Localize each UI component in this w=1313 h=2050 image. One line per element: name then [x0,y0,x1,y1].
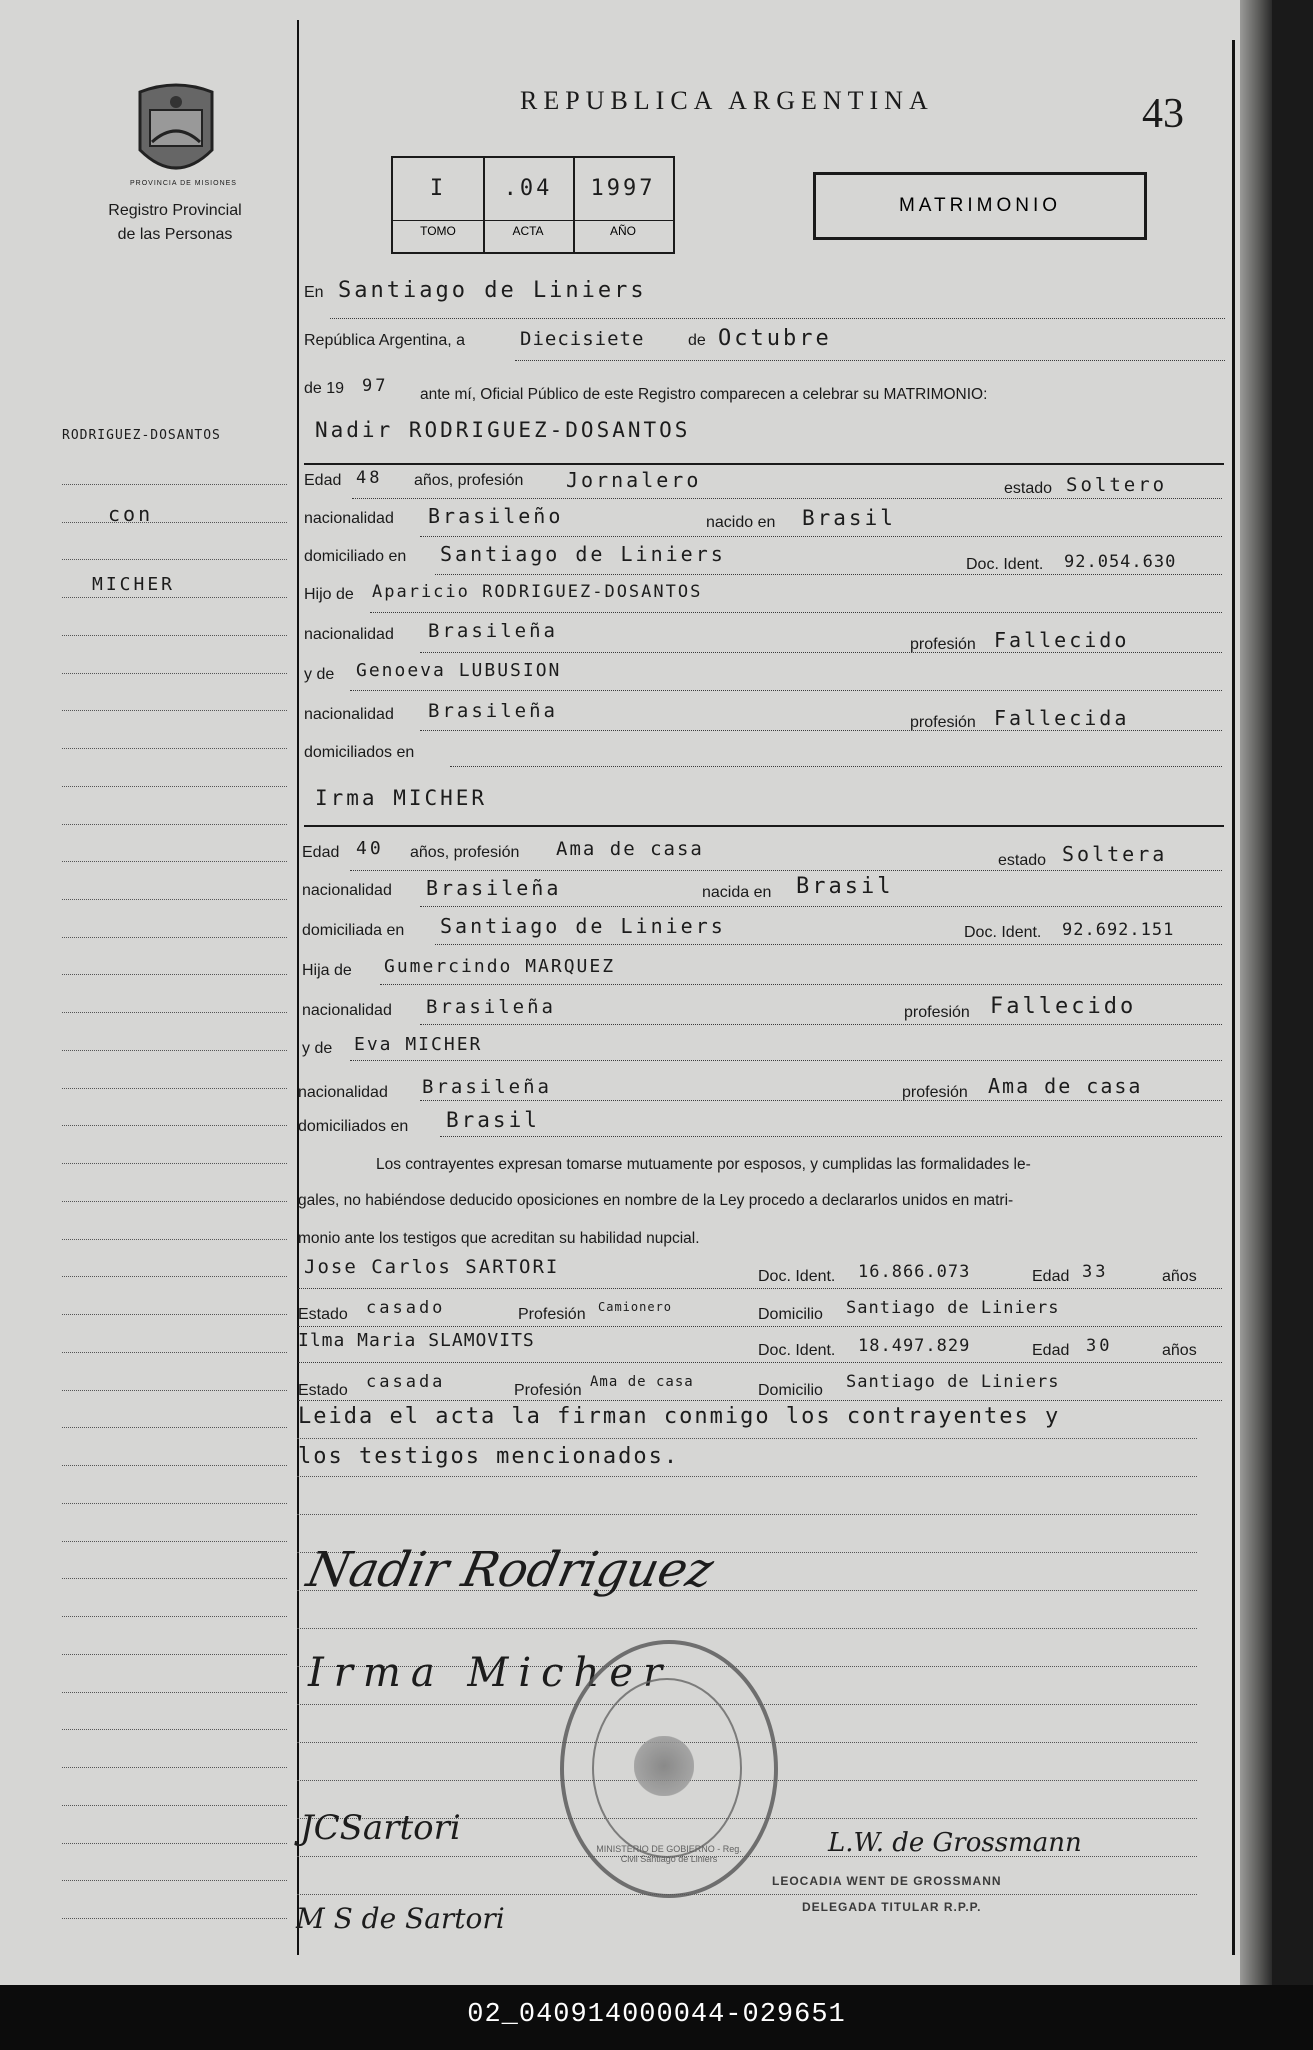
groom-father: Aparicio RODRIGUEZ-DOSANTOS [372,582,703,602]
declaration-line-3: monio ante los testigos que acreditan su habilidad nupcial. [298,1230,700,1247]
bride-mother: Eva MICHER [354,1034,483,1055]
bride-signature: Irma Micher [308,1650,673,1696]
dotted-line [435,944,1222,945]
ledger-line [62,1918,287,1919]
dotted-line [297,1894,1197,1895]
ledger-line [62,1503,287,1504]
ledger-line [62,1201,287,1202]
witness1-edad-label: Edad [1032,1268,1070,1285]
acta-cell [483,158,575,252]
day: Diecisiete [520,328,645,350]
bride-mother-prof-label: profesión [902,1084,968,1101]
declaration-line-2: gales, no habiéndose deducido oposiciones en nombre de la Ley procedo a declararlos unidos en matri- [298,1192,1014,1209]
witness1-prof-label: Profesión [518,1306,586,1323]
page-number: 43 [1142,91,1184,137]
right-margin-rule [1232,40,1235,1955]
bride-father-nac-label: nacionalidad [302,1002,392,1019]
margin-connector: con [108,502,154,526]
provincial-emblem [130,80,237,188]
bride-name-rule [304,825,1224,827]
ledger-line [62,824,287,825]
month: Octubre [718,326,832,351]
registry-line-1: Registro Provincial [108,202,242,219]
groom-mother-prof-label: profesión [910,714,976,731]
bride-birthplace: Brasil [796,874,894,899]
groom-hijo-label: Hijo de [304,586,354,603]
groom-anos-prof-label: años, profesión [414,472,524,489]
witness1-doc: 16.866.073 [858,1262,971,1282]
witness2-signature: M S de Sartori [296,1902,505,1935]
document-id: 02_040914000044-029651 [467,2000,846,2030]
bride-doc-label: Doc. Ident. [964,924,1042,941]
tomo-label: TOMO [393,220,483,238]
ledger-line [62,748,287,749]
groom-nationality: Brasileño [428,504,564,528]
republica-label: República Argentina, a [304,332,465,349]
groom-edad-label: Edad [304,472,342,489]
witness1-signature: JCSartori [300,1808,461,1848]
groom-signature: Nadir Rodriguez [302,1542,719,1598]
ledger-line [62,522,287,523]
witness2-name: Ilma Maria SLAMOVITS [298,1330,535,1351]
ledger-line [62,1239,287,1240]
country-title: REPUBLICA ARGENTINA [520,86,934,115]
ledger-line [62,1163,287,1164]
acta-label: ACTA [483,220,573,238]
ledger-line [62,1729,287,1730]
ledger-line [62,1805,287,1806]
document-type-box: MATRIMONIO [813,172,1147,240]
groom-mother: Genoeva LUBUSION [356,660,562,681]
ledger-line [62,937,287,938]
ledger-line [62,1352,287,1353]
ano-label: AÑO [573,220,673,238]
witness2-dom-label: Domicilio [758,1382,823,1399]
groom-yde-label: y de [304,666,335,683]
witness2-age: 30 [1086,1336,1113,1356]
dotted-line [298,1288,1222,1289]
ledger-line [62,974,287,975]
groom-mother-profession: Fallecida [994,706,1130,730]
ledger-line [62,1843,287,1844]
witness1-anos-label: años [1162,1268,1197,1285]
ledger-line [62,1427,287,1428]
dotted-line [435,574,1222,575]
bride-yde-label: y de [302,1040,333,1057]
groom-nacido-label: nacido en [706,514,776,531]
left-margin-rule [297,20,299,1955]
de-label: de [688,332,706,349]
bride-father-profession: Fallecido [990,994,1137,1019]
ledger-line [62,1654,287,1655]
en-label: En [304,284,324,301]
dotted-line [352,498,1222,499]
bride-profession: Ama de casa [556,838,704,860]
stamp-text: MINISTERIO DE GOBIERNO - Reg. Civil Santiago de Liniers [596,1844,742,1864]
ledger-line [62,1616,287,1617]
year-suffix: 97 [362,376,389,396]
bride-age: 40 [356,838,384,859]
witness2-domicile: Santiago de Liniers [846,1372,1060,1392]
groom-father-profession: Fallecido [994,628,1130,652]
bride-anos-prof-label: años, profesión [410,844,520,861]
groom-mother-nac-label: nacionalidad [304,706,394,723]
dotted-line [515,360,1225,361]
witness2-profession: Ama de casa [590,1374,694,1390]
ledger-line [62,1541,287,1542]
dotted-line [370,612,1222,613]
bride-dom-label: domiciliada en [302,922,405,939]
bride-mother-profession: Ama de casa [988,1074,1143,1098]
bride-nacida-label: nacida en [702,884,772,901]
dotted-line [350,690,1222,691]
witness1-estado-label: Estado [298,1306,348,1323]
acta-value: .04 [503,176,553,201]
groom-civil-status: Soltero [1066,474,1168,496]
dotted-line [420,730,1222,731]
page-binding [1240,0,1272,1985]
bride-nac-label: nacionalidad [302,882,392,899]
ledger-line [62,1276,287,1277]
bride-civil-status: Soltera [1062,842,1168,866]
dotted-line [350,870,1222,871]
groom-father-nac-label: nacionalidad [304,626,394,643]
groom-name: Nadir RODRIGUEZ-DOSANTOS [315,418,691,442]
ledger-line [62,484,287,485]
witness2-civil-status: casada [366,1372,446,1392]
ledger-line [62,1692,287,1693]
year-label: de 19 [304,380,345,397]
ledger-line [62,1465,287,1466]
witness2-edad-label: Edad [1032,1342,1070,1359]
dotted-line [298,1362,1222,1363]
bride-father-prof-label: profesión [904,1004,970,1021]
witness1-age: 33 [1082,1262,1109,1282]
place: Santiago de Liniers [338,278,647,303]
bride-parents-domicile: Brasil [446,1108,540,1132]
witness1-domicile: Santiago de Liniers [846,1298,1060,1318]
bride-mother-nationality: Brasileña [422,1076,552,1098]
groom-name-rule [304,463,1224,465]
ledger-line [62,1012,287,1013]
ledger-line [62,635,287,636]
ledger-line [62,1767,287,1768]
witness2-anos-label: años [1162,1342,1197,1359]
witness2-doc: 18.497.829 [858,1336,971,1356]
ano-value: 1997 [590,176,656,201]
dotted-line [420,1100,1222,1101]
bride-estado-label: estado [998,852,1047,869]
bride-domicile: Santiago de Liniers [440,914,726,938]
stamp-emblem-icon [634,1736,694,1796]
closing-line-2: los testigos mencionados. [298,1444,680,1469]
dotted-line [350,1060,1222,1061]
ledger-line [62,1578,287,1579]
groom-doc-label: Doc. Ident. [966,556,1044,573]
dotted-line [298,1400,1222,1401]
dotted-line [380,984,1222,985]
bride-hija-label: Hija de [302,962,352,979]
ano-cell [573,158,673,252]
groom-dom-label: domiciliado en [304,548,407,565]
dotted-line [420,536,1222,537]
closing-line-1: Leida el acta la firman conmigo los contrayentes y [298,1404,1061,1429]
groom-age: 48 [356,468,383,488]
groom-estado-label: estado [1004,480,1053,497]
witness2-estado-label: Estado [298,1382,348,1399]
groom-profession: Jornalero [566,468,702,492]
margin-name-2: MICHER [92,574,176,595]
groom-domicile: Santiago de Liniers [440,542,726,566]
ledger-line [62,559,287,560]
groom-birthplace: Brasil [802,506,896,530]
ledger-line [62,1125,287,1126]
ledger-line [62,1390,287,1391]
ledger-line [62,597,287,598]
groom-mother-nationality: Brasileña [428,700,558,722]
witness1-civil-status: casado [366,1298,446,1318]
tomo-value: I [429,176,447,201]
dotted-line [297,1514,1197,1515]
bride-father: Gumercindo MARQUEZ [384,956,616,977]
witness2-doc-label: Doc. Ident. [758,1342,836,1359]
dotted-line [297,1628,1197,1629]
witness1-doc-label: Doc. Ident. [758,1268,836,1285]
groom-nac-label: nacionalidad [304,510,394,527]
groom-doc: 92.054.630 [1064,552,1177,572]
statement: ante mí, Oficial Público de este Registro comparecen a celebrar su MATRIMONIO: [420,386,988,403]
ledger-line [62,786,287,787]
dotted-line [420,652,1222,653]
dotted-line [297,1476,1197,1477]
witness1-dom-label: Domicilio [758,1306,823,1323]
groom-father-nationality: Brasileña [428,620,558,642]
bride-doc: 92.692.151 [1062,920,1175,940]
groom-parents-dom-label: domiciliados en [304,744,415,761]
witness1-profession: Camionero [598,1300,673,1314]
ledger-line [62,1050,287,1051]
official-name: LEOCADIA WENT DE GROSSMANN [772,1874,1002,1888]
ledger-line [62,1088,287,1089]
registry-box [391,156,675,254]
bride-mother-nac-label: nacionalidad [298,1084,388,1101]
declaration-line-1: Los contrayentes expresan tomarse mutuamente por esposos, y cumplidas las formalidades le- [376,1156,1031,1173]
bride-nationality: Brasileña [426,876,562,900]
witness2-prof-label: Profesión [514,1382,582,1399]
official-signature: L.W. de Grossmann [828,1828,1082,1858]
ledger-line [62,899,287,900]
ledger-line [62,1314,287,1315]
dotted-line [420,906,1222,907]
bride-edad-label: Edad [302,844,340,861]
registry-line-2: de las Personas [117,226,233,243]
emblem-text: PROVINCIA DE MISIONES [130,180,237,187]
dotted-line [420,1024,1222,1025]
bride-father-nationality: Brasileña [426,996,556,1018]
dotted-line [440,1136,1222,1137]
official-stamp [560,1640,778,1898]
ledger-line [62,861,287,862]
official-title: DELEGADA TITULAR R.P.P. [802,1900,982,1914]
groom-father-prof-label: profesión [910,636,976,653]
bride-name: Irma MICHER [315,786,488,810]
dotted-line [450,766,1222,767]
witness1-name: Jose Carlos SARTORI [304,1256,560,1278]
ledger-line [62,673,287,674]
tomo-cell [393,158,485,252]
dotted-line [330,318,1225,319]
margin-name-1: RODRIGUEZ-DOSANTOS [62,428,221,443]
bride-parents-dom-label: domiciliados en [298,1118,409,1135]
dotted-line [297,1438,1197,1439]
dotted-line [298,1326,1222,1327]
ledger-line [62,710,287,711]
ledger-line [62,1880,287,1881]
